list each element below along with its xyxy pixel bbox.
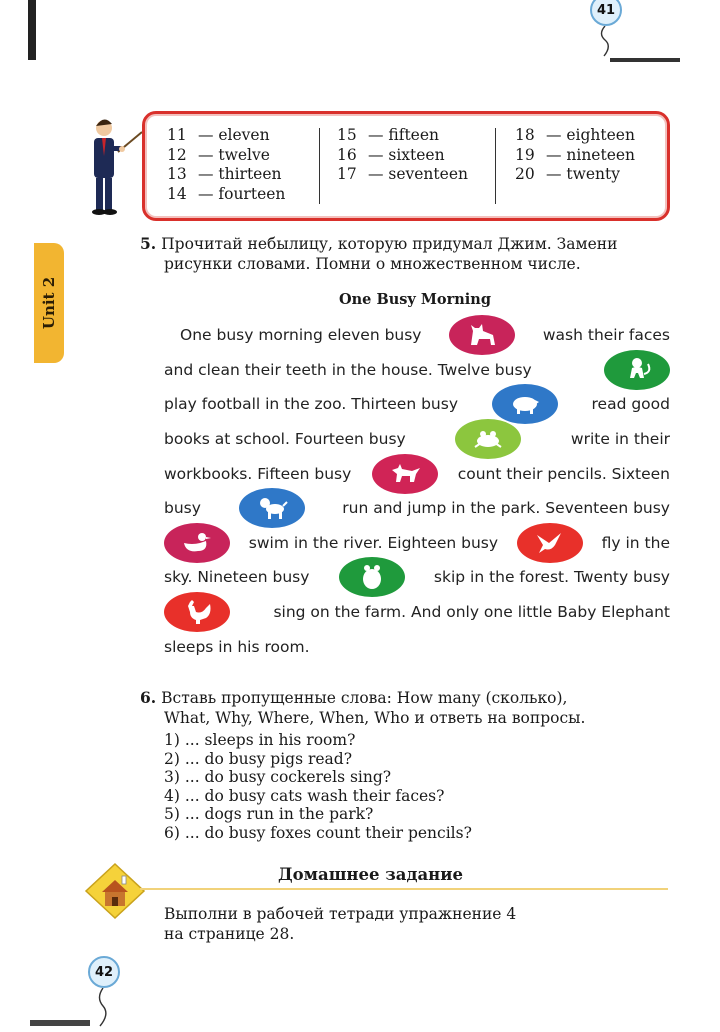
bear-picture bbox=[339, 557, 405, 597]
story-line: books at school. Fourteen busy write in their bbox=[164, 422, 670, 457]
task-6-number: 6. bbox=[140, 688, 157, 707]
task-5-number: 5. bbox=[140, 234, 157, 253]
bird-icon bbox=[533, 529, 567, 557]
dog-picture bbox=[239, 488, 305, 528]
top-page-balloon bbox=[590, 0, 622, 62]
story-line: play football in the zoo. Thirteen busy read good bbox=[164, 387, 670, 422]
homework-text: Выполни в рабочей тетради упражнение 4 на странице 28. bbox=[164, 905, 517, 943]
teacher-pointer-icon bbox=[84, 116, 144, 218]
monkey-icon bbox=[620, 356, 654, 384]
unit-label: Unit 2 bbox=[40, 276, 58, 330]
frog-picture bbox=[455, 419, 521, 459]
cat-picture bbox=[449, 315, 515, 355]
bird-picture bbox=[517, 523, 583, 563]
homework-divider bbox=[140, 888, 668, 890]
unit-tab bbox=[34, 243, 64, 363]
question-item: 6) ... do busy foxes count their pencils? bbox=[164, 823, 472, 842]
fox-picture bbox=[372, 454, 438, 494]
number-entry: 20 — twenty bbox=[515, 165, 621, 183]
number-entry: 14 — fourteen bbox=[167, 184, 286, 203]
cat-icon bbox=[465, 321, 499, 349]
questions-list bbox=[164, 731, 472, 842]
column-divider bbox=[319, 128, 320, 204]
story-line: sing on the farm. And only one little Baby Elephant bbox=[164, 595, 670, 630]
numbers-column-3 bbox=[515, 126, 635, 185]
story-line: One busy morning eleven busy wash their faces bbox=[164, 318, 670, 353]
frog-icon bbox=[471, 425, 505, 453]
numbers-box bbox=[142, 111, 670, 221]
task-5-instruction: 5. Прочитай небылицу, которую придумал Джим. Замени рисунки словами. Помни о множественном числе. bbox=[140, 234, 618, 273]
story-line: busy run and jump in the park. Seventeen busy bbox=[164, 491, 670, 526]
question-item: 1) ... sleeps in his room? bbox=[164, 731, 356, 749]
story-text bbox=[164, 318, 670, 664]
number-entry: 19 — nineteen bbox=[515, 145, 636, 164]
column-divider bbox=[495, 128, 496, 204]
bottom-page-balloon bbox=[88, 956, 120, 1032]
number-entry: 12 — twelve bbox=[167, 145, 270, 164]
number-entry: 11 — eleven bbox=[167, 126, 270, 144]
story-title: One Busy Morning bbox=[339, 291, 491, 308]
monkey-picture bbox=[604, 350, 670, 390]
story-line: sleeps in his room. bbox=[164, 637, 310, 656]
balloon-string-icon bbox=[88, 988, 118, 1028]
page-edge-mark bbox=[30, 1020, 90, 1026]
question-item: 2) ... do busy pigs read? bbox=[164, 749, 353, 768]
numbers-column-1 bbox=[167, 126, 285, 204]
number-entry: 18 — eighteen bbox=[515, 126, 635, 144]
cockerel-icon bbox=[180, 598, 214, 626]
story-line: sky. Nineteen busy skip in the forest. Twenty busy bbox=[164, 560, 670, 595]
duck-picture bbox=[164, 523, 230, 563]
page-edge-mark bbox=[28, 0, 36, 60]
dog-icon bbox=[255, 494, 289, 522]
cockerel-picture bbox=[164, 592, 230, 632]
page-number-top: 41 bbox=[590, 0, 622, 26]
numbers-column-2 bbox=[337, 126, 468, 185]
pig-picture bbox=[492, 384, 558, 424]
balloon-string-icon bbox=[590, 26, 620, 58]
story-line: and clean their teeth in the house. Twelve busy bbox=[164, 353, 670, 388]
question-item: 4) ... do busy cats wash their faces? bbox=[164, 786, 445, 805]
page-number-bottom: 42 bbox=[88, 956, 120, 988]
number-entry: 15 — fifteen bbox=[337, 126, 440, 144]
task-6-instruction: 6. Вставь пропущенные слова: How many (сколько), What, Why, Where, When, Who и ответь на вопросы. bbox=[140, 688, 586, 727]
number-entry: 16 — sixteen bbox=[337, 145, 445, 164]
duck-icon bbox=[180, 529, 214, 557]
pig-icon bbox=[508, 390, 542, 418]
question-item: 3) ... do busy cockerels sing? bbox=[164, 768, 392, 786]
story-line: swim in the river. Eighteen busy fly in the bbox=[164, 526, 670, 561]
homework-title: Домашнее задание bbox=[278, 865, 463, 884]
number-entry: 13 — thirteen bbox=[167, 165, 282, 183]
story-line: workbooks. Fifteen busy count their pencils. Sixteen bbox=[164, 456, 670, 491]
bear-icon bbox=[355, 563, 389, 591]
number-entry: 17 — seventeen bbox=[337, 165, 468, 183]
fox-icon bbox=[388, 460, 422, 488]
question-item: 5) ... dogs run in the park? bbox=[164, 805, 374, 823]
homework-house-icon bbox=[84, 862, 146, 920]
